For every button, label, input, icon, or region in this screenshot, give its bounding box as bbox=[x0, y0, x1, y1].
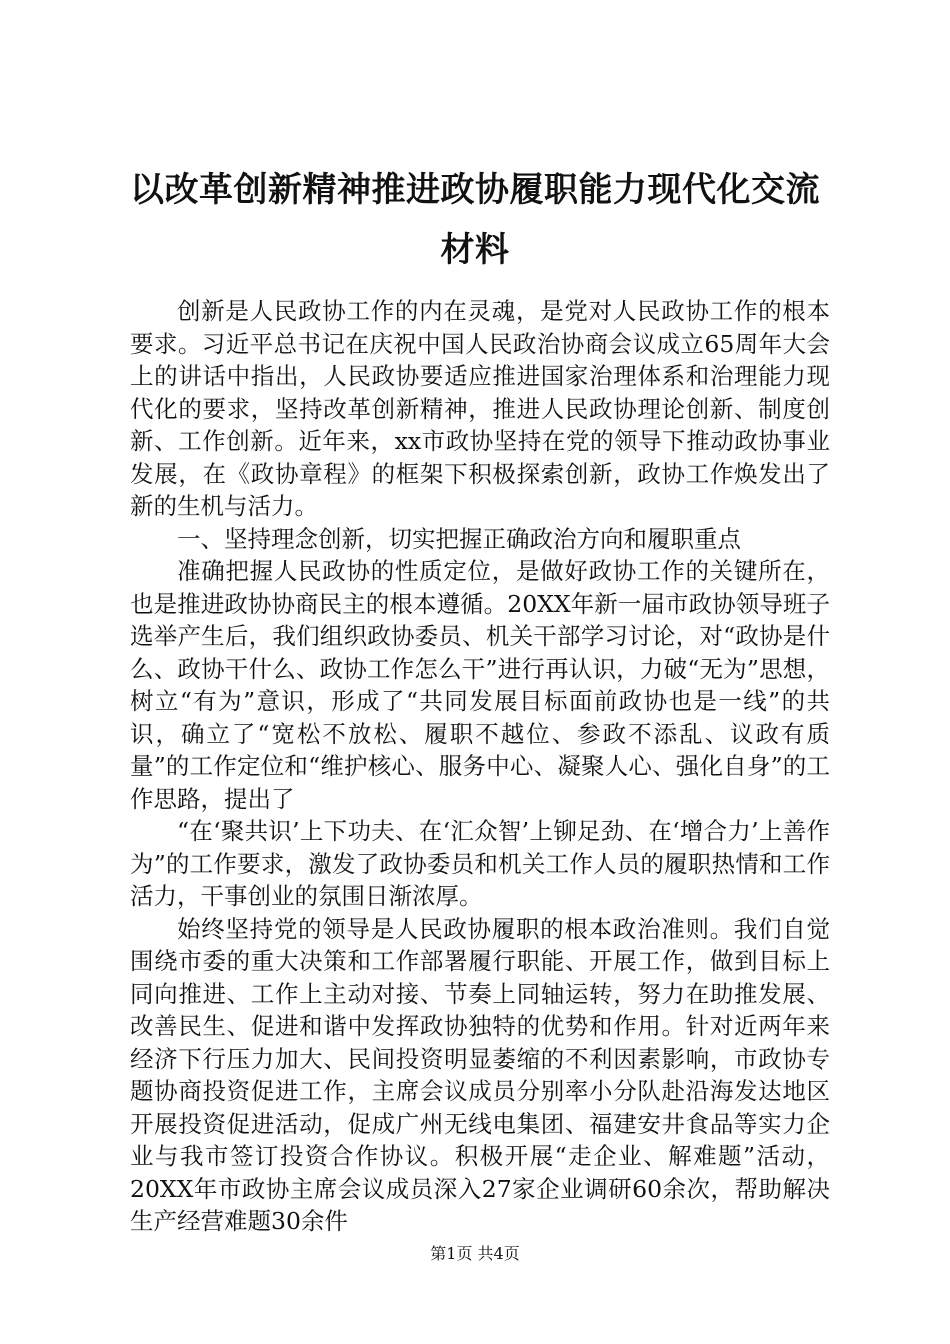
document-title: 以改革创新精神推进政协履职能力现代化交流材料 bbox=[130, 170, 820, 270]
page-number-footer: 第1页 共4页 bbox=[430, 1244, 520, 1263]
paragraph-intro: 创新是人民政协工作的内在灵魂，是党对人民政协工作的根本要求。习近平总书记在庆祝中国人民政治协商会议成立65周年大会上的讲话中指出，人民政协要适应推进国家治理体系和治理能力现代化的要求，坚持改革创新精神，推进人民政协理论创新、制度创新、工作创新。近年来，xx市政协坚持在党的领导下推动政协事业发展，在《政协章程》的框架下积极探索创新，政协工作焕发出了新的生机与活力。 bbox=[130, 297, 830, 520]
paragraph-positioning: 准确把握人民政协的性质定位，是做好政协工作的关键所在，也是推进政协协商民主的根本遵循。20XX年新一届市政协领导班子选举产生后，我们组织政协委员、机关干部学习讨论，对“政协是什么、政协干什么、政协工作怎么干”进行再认识，力破“无为”思想，树立“有为”意识，形成了“共同发展目标面前政协也是一线”的共识，确立了“宽松不放松、履职不越位、参政不添乱、议政有质量”的工作定位和“维护核心、服务中心、凝聚人心、强化自身”的工作思路，提出了 bbox=[130, 557, 830, 813]
document-body bbox=[130, 295, 830, 1238]
paragraph-party-leadership: 始终坚持党的领导是人民政协履职的根本政治准则。我们自觉围绕市委的重大决策和工作部署履行职能、开展工作，做到目标上同向推进、工作上主动对接、节奏上同轴运转，努力在助推发展、改善民生、促进和谐中发挥政协独特的优势和作用。针对近两年来经济下行压力加大、民间投资明显萎缩的不利因素影响，市政协专题协商投资促进工作，主席会议成员分别率小分队赴沿海发达地区开展投资促进活动，促成广州无线电集团、福建安井食品等实力企业与我市签订投资合作协议。积极开展“走企业、解难题”活动，20XX年市政协主席会议成员深入27家企业调研60余次，帮助解决生产经营难题30余件 bbox=[130, 914, 830, 1235]
section-heading-1: 一、坚持理念创新，切实把握正确政治方向和履职重点 bbox=[177, 524, 741, 553]
paragraph-requirements: “在‘聚共识’上下功夫、在‘汇众智’上铆足劲、在‘增合力’上善作为”的工作要求，激发了政协委员和机关工作人员的履职热情和工作活力，干事创业的氛围日渐浓厚。 bbox=[130, 817, 830, 910]
